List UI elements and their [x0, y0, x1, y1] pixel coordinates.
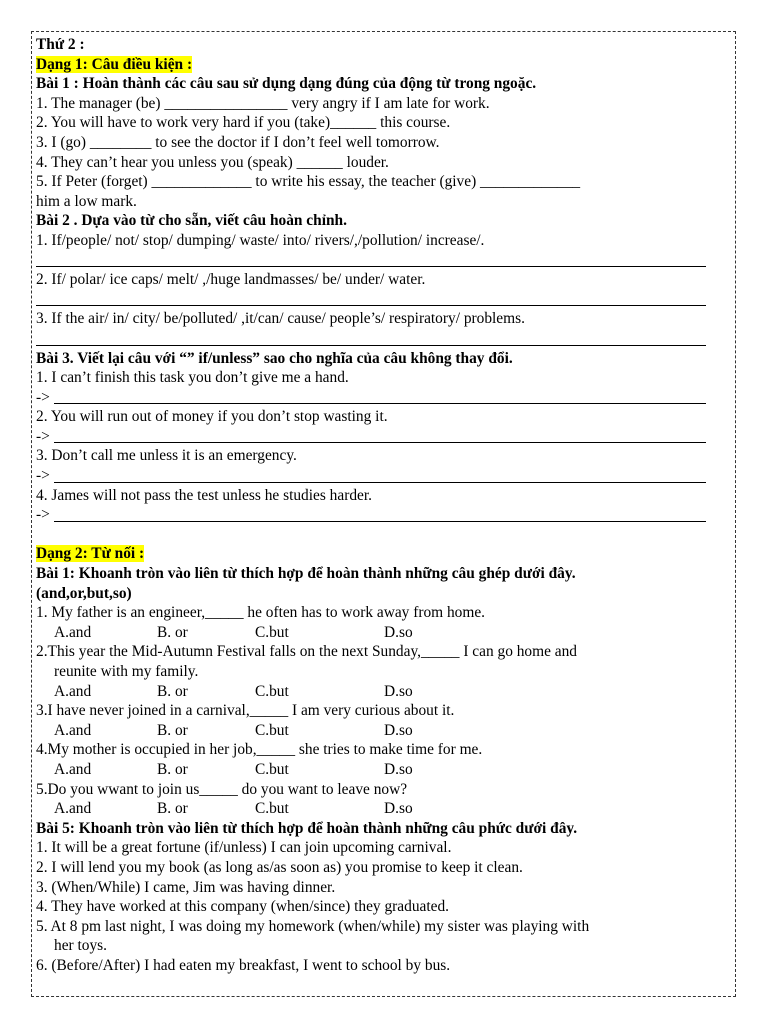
option-a: A.and [54, 721, 92, 739]
option-b: B. or [157, 760, 188, 778]
answer-line [36, 290, 728, 310]
arrow-marker: -> [36, 467, 50, 485]
ex3-item: 2. You will run out of money if you don’t stop wasting it. [36, 408, 388, 426]
ex5-title: Bài 5: Khoanh tròn vào liên từ thích hợp để hoàn thành những câu phức dưới đây. [36, 819, 578, 837]
ex3-item: 4. James will not pass the test unless he studies harder. [36, 486, 372, 504]
answer-line [54, 482, 706, 483]
option-b: B. or [157, 682, 188, 700]
option-c: C.but [255, 721, 289, 739]
part2-heading: Dạng 2: Từ nối : [36, 545, 145, 563]
ex3-title: Bài 3. Viết lại câu với “” if/unless” sao cho nghĩa của câu không thay đổi. [36, 349, 513, 367]
day-label: Thứ 2 : [36, 36, 85, 53]
ex1-item: 1. The manager (be) ________________ very angry if I am late for work. [36, 94, 490, 112]
answer-line [54, 403, 706, 404]
p2-ex1-title: Bài 1: Khoanh tròn vào liên từ thích hợp để hoàn thành những câu ghép dưới đây. [36, 565, 576, 583]
ex5-item: 3. (When/While) I came, Jim was having dinner. [36, 878, 336, 896]
question-text: 1. My father is an engineer,_____ he often has to work away from home. [36, 604, 486, 622]
question-text: 4.My mother is occupied in her job,_____ she tries to make time for me. [36, 741, 483, 759]
option-b: B. or [157, 623, 188, 641]
ex5-item: 5. At 8 pm last night, I was doing my homework (when/while) my sister was playing with [36, 917, 590, 935]
option-c: C.but [255, 800, 289, 818]
answer-row [36, 505, 728, 525]
ex3-item: 3. Don’t call me unless it is an emergency. [36, 447, 297, 465]
ex3-item: 1. I can’t finish this task you don’t give me a hand. [36, 369, 349, 387]
answer-options [36, 682, 728, 702]
answer-line [36, 329, 728, 349]
ex1-item: 3. I (go) ________ to see the doctor if I don’t feel well tomorrow. [36, 133, 440, 151]
ex5-item: 6. (Before/After) I had eaten my breakfast, I went to school by bus. [36, 956, 451, 974]
section-gap [36, 525, 728, 545]
answer-options [36, 799, 728, 819]
option-a: A.and [54, 623, 92, 641]
part1-heading: Dạng 1: Câu điều kiện : [36, 55, 193, 73]
ex1-item: 2. You will have to work very hard if you (take)______ this course. [36, 114, 451, 132]
option-c: C.but [255, 682, 289, 700]
ex2-item: 3. If the air/ in/ city/ be/polluted/ ,it/can/ cause/ people’s/ respiratory/ problems. [36, 310, 525, 328]
question-text: 3.I have never joined in a carnival,_____ I am very curious about it. [36, 702, 455, 720]
answer-options [36, 760, 728, 780]
answer-row [36, 466, 728, 486]
arrow-marker: -> [36, 427, 50, 445]
option-c: C.but [255, 623, 289, 641]
question-text: reunite with my family. [54, 663, 199, 680]
answer-options [36, 623, 728, 643]
ex1-item: him a low mark. [36, 192, 137, 210]
option-a: A.and [54, 800, 92, 818]
option-d: D.so [384, 760, 413, 778]
ex5-item: 1. It will be a great fortune (if/unless) I can join upcoming carnival. [36, 839, 452, 857]
answer-line [54, 521, 706, 522]
ex5-item: 4. They have worked at this company (when/since) they graduated. [36, 898, 449, 916]
answer-row [36, 427, 728, 447]
ex2-title: Bài 2 . Dựa vào từ cho sẵn, viết câu hoàn chỉnh. [36, 212, 347, 230]
answer-line [54, 442, 706, 443]
option-d: D.so [384, 800, 413, 818]
option-c: C.but [255, 760, 289, 778]
option-d: D.so [384, 623, 413, 641]
question-text: 2.This year the Mid-Autumn Festival falls on the next Sunday,_____ I can go home and [36, 643, 577, 661]
option-d: D.so [384, 682, 413, 700]
answer-line [36, 251, 728, 271]
arrow-marker: -> [36, 388, 50, 406]
ex5-item: her toys. [54, 937, 108, 955]
ex1-item: 5. If Peter (forget) _____________ to write his essay, the teacher (give) _____________ [36, 173, 581, 191]
worksheet [36, 35, 728, 976]
option-a: A.and [54, 682, 92, 700]
option-b: B. or [157, 721, 188, 739]
p2-ex1-subtitle: (and,or,but,so) [36, 584, 132, 602]
ex5-item: 2. I will lend you my book (as long as/as soon as) you promise to keep it clean. [36, 858, 523, 876]
question-text: 5.Do you wwant to join us_____ do you want to leave now? [36, 780, 408, 798]
option-a: A.and [54, 760, 92, 778]
answer-row [36, 388, 728, 408]
answer-options [36, 721, 728, 741]
ex2-item: 2. If/ polar/ ice caps/ melt/ ,/huge landmasses/ be/ under/ water. [36, 271, 426, 289]
option-b: B. or [157, 800, 188, 818]
arrow-marker: -> [36, 506, 50, 524]
option-d: D.so [384, 721, 413, 739]
ex1-title: Bài 1 : Hoàn thành các câu sau sử dụng dạng đúng của động từ trong ngoặc. [36, 75, 537, 93]
ex2-item: 1. If/people/ not/ stop/ dumping/ waste/ into/ rivers/,/pollution/ increase/. [36, 231, 485, 249]
ex1-item: 4. They can’t hear you unless you (speak) ______ louder. [36, 153, 389, 171]
